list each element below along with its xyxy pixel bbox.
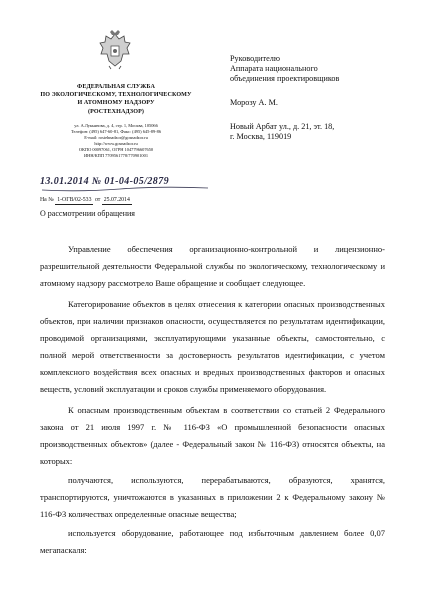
addressee-name: Морозу А. М. bbox=[230, 98, 278, 107]
ref-number: 1-ОГВ/02-533 bbox=[57, 197, 92, 203]
ref-prefix: На № bbox=[40, 197, 54, 203]
ref-date: 25.07.2014 bbox=[103, 197, 130, 203]
agency-contacts bbox=[36, 123, 196, 158]
contact-line: ИНН/КПП 7709561778/770901001 bbox=[83, 152, 149, 158]
addressee-block bbox=[230, 54, 400, 142]
contact-line: ОКПО 00097061, ОГРН 1047796607650 bbox=[78, 146, 154, 152]
body-paragraph: Управление обеспечения организационно-контрольной и лицензионно-разрешительной деятельности Федеральной службы по экологическому, технологическому и атомному надзору рассмотрело Ваше обращение и сообщает следующее. bbox=[40, 244, 385, 288]
agency-line: ПО ЭКОЛОГИЧЕСКОМУ, ТЕХНОЛОГИЧЕСКОМУ bbox=[40, 92, 192, 99]
contact-line: E-mail: rostehnadzor@gosnadzor.ru bbox=[84, 134, 148, 140]
body-paragraph: К опасным производственным объектам в соответствии со статьей 2 Федерального закона от 21 июля 1997 г. № 116-ФЗ «О промышленной безопасности опасных производственных объектов» (далее - Федеральный закон № 116-ФЗ) относятся объекты, на которых: bbox=[40, 405, 385, 466]
contact-line: ул. А.Лукьянова, д. 4, стр. 1, Москва, 105066 bbox=[74, 123, 158, 128]
russian-coat-of-arms-icon bbox=[98, 30, 132, 70]
agency-line: ФЕДЕРАЛЬНАЯ СЛУЖБА bbox=[77, 84, 155, 90]
letter-subject: О рассмотрении обращения bbox=[40, 209, 135, 218]
body-paragraph: Категорирование объектов в целях отнесения к категории опасных производственных объектов, при наличии признаков опасности, осуществляется по результатам идентификации, проводимой организациями, эксплуатирующими указанные объекты, самостоятельно, с полной мерой ответственности за достоверность результатов идентификации, с учетом комплексного воздействия всех опасных и вредных производственных факторов и опасных веществ, условий эксплуатации и сроков службы применяемого оборудования. bbox=[40, 299, 385, 394]
addressee-line: Аппарата национального bbox=[230, 64, 318, 73]
handwritten-registration: 13.01.2014 № 01-04-05/2879 bbox=[40, 176, 169, 187]
body-paragraph: используется оборудование, работающее под избыточным давлением более 0,07 мегапаскаля: bbox=[40, 528, 385, 555]
contact-line: Телефон: (495) 647-60-81, Факс: (495) 645-89-86 bbox=[70, 128, 162, 134]
contact-line: http://www.gosnadzor.ru bbox=[94, 140, 138, 146]
ref-from: от bbox=[94, 197, 101, 203]
agency-line: И АТОМНОМУ НАДЗОРУ bbox=[77, 100, 155, 107]
agency-line: (РОСТЕХНАДЗОР) bbox=[87, 108, 145, 115]
body-paragraph: получаются, используются, перерабатываются, образуются, хранятся, транспортируются, уничтожаются в указанных в приложении 2 к Федеральному закону № 116-ФЗ количествах определенные опасные вещества; bbox=[40, 475, 385, 519]
agency-name bbox=[36, 83, 196, 116]
addressee-line: Руководителю bbox=[230, 54, 280, 63]
addressee-line: объединения проектировщиков bbox=[230, 74, 340, 83]
letter-body bbox=[40, 241, 385, 561]
reference-line bbox=[40, 197, 132, 205]
addressee-address: г. Москва, 119019 bbox=[230, 132, 292, 141]
addressee-address: Новый Арбат ул., д. 21, эт. 18, bbox=[230, 122, 335, 131]
